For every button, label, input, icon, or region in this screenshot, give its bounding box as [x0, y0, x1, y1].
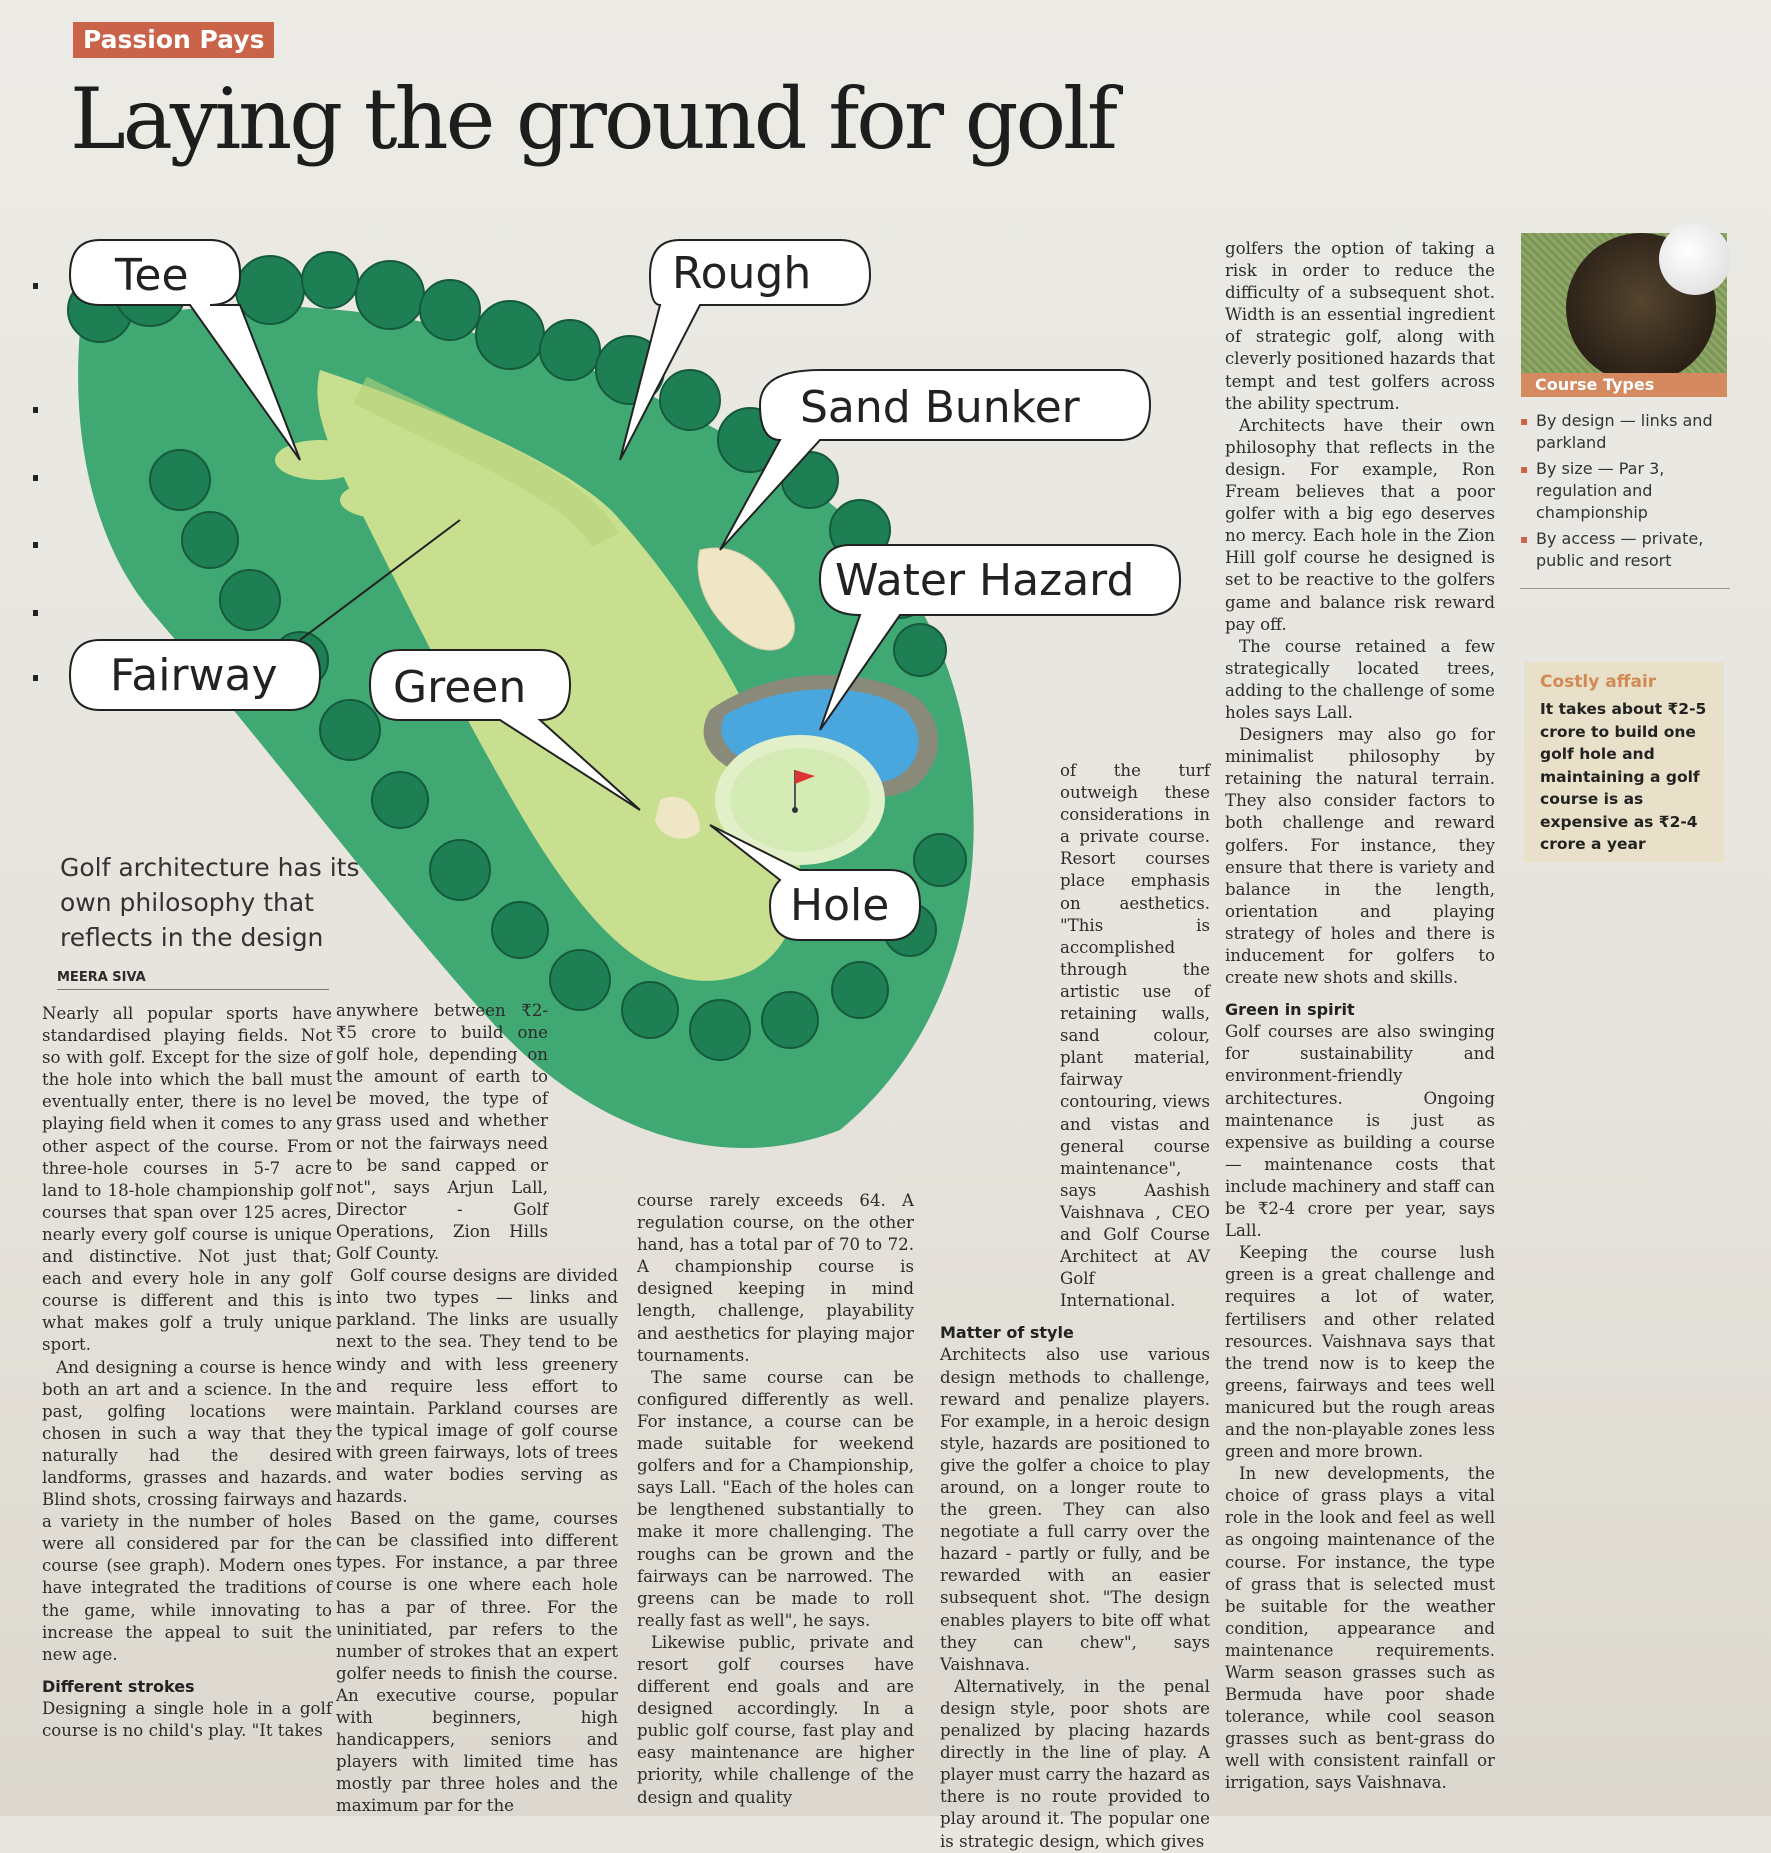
paragraph: Based on the game, courses can be classified into different types. For instance, a par three course is one where each hole has a par of three. For the uninitiated, par refers to the number of strokes that an expert golfer needs to finish the course. An executive course, popular with beginners, high handicappers, seniors and players with limited time has mostly par three holes and the maximum par for the — [336, 1509, 618, 1816]
paragraph: of the turf outweigh these considerations in a private course. Resort courses place emphasis on aesthetics. "This is accomplished through the artistic use of retaining walls, sand colour, plant material, fairway contouring, views and vistas and general course maintenance", says Aashish Vaishnava , CEO and Golf Course Architect at AV Golf International. — [1060, 761, 1210, 1311]
label-water-hazard: Water Hazard — [835, 555, 1135, 606]
paragraph: The same course can be configured differently as well. For instance, a course can be made suitable for weekend golfers and for a Championship, says Lall. "Each of the holes can be lengthened substantially to make it more challenging. The roughs can be grown and the fairways can be narrowed. The greens can be made to roll really fast as well", he says. — [637, 1367, 914, 1630]
paragraph: Likewise public, private and resort golf courses have different end goals and are designed accordingly. In a public golf course, fast play and easy maintenance are higher priority, while challenge of the design and quality — [637, 1632, 914, 1807]
paragraph: golfers the option of taking a risk in order to reduce the difficulty of a subsequent shot. Width is an essential ingredient of strategic golf, along with cleverly positioned hazards that tempt and test golfers across the ability spectrum. — [1225, 239, 1495, 413]
paragraph: Alternatively, in the penal design style, poor shots are penalized by placing hazards directly in the line of play. A player must carry the hazard as there is no route provided to play around it. The popular one is strategic design, which gives — [940, 1676, 1210, 1851]
list-item: ▪ By design — links and parkland — [1520, 410, 1730, 454]
article-column-1 — [42, 1003, 332, 1742]
deck-subheadline: Golf architecture has its own philosophy that reflects in the design — [60, 853, 360, 952]
costly-affair-title: Costly affair — [1540, 672, 1657, 692]
label-sand-bunker: Sand Bunker — [800, 382, 1080, 433]
label-hole: Hole — [790, 880, 890, 931]
paragraph: Keeping the course lush green is a great challenge and requires a lot of water, fertilisers and other related resources. Vaishnava says that the trend now is to keep the greens, fairways and tees well manicured but the rough areas and the non-playable zones less green and more brown. — [1225, 1243, 1495, 1462]
paragraph: In new developments, the choice of grass plays a vital role in the look and feel as well as ongoing maintenance of the course. For instance, the type of grass that is selected must be suitable for the weather condition, appearance and maintenance requirements. Warm season grasses such as Bermuda have poor shade tolerance, while cool season grasses such as bent-grass do well with consistent rainfall or irrigation, says Vaishnava. — [1225, 1464, 1495, 1793]
article-column-3 — [637, 1190, 914, 1809]
paragraph: The course retained a few strategically located trees, adding to the challenge of some holes says Lall. — [1225, 636, 1495, 722]
paragraph: course rarely exceeds 64. A regulation course, on the other hand, has a total par of 70 to 72. A championship course is designed keeping in mind length, challenge, playability and aesthetics for playing major tournaments. — [637, 1191, 914, 1365]
costly-affair-body: It takes about ₹2-5 crore to build one golf hole and maintaining a golf course is as expensive as ₹2-4 crore a year — [1540, 700, 1707, 853]
costly-affair-box — [1524, 662, 1724, 862]
article-column-5 — [1225, 238, 1495, 1795]
paragraph: Architects have their own philosophy that reflects in the design. For example, Ron Fream believes that a poor golfer with a big ego deserves no mercy. Each hole in the Zion Hill golf course he designed is set to be reactive to the golfers game and balance risk reward pay off. — [1225, 415, 1495, 634]
subhead-different-strokes: Different strokes — [42, 1676, 195, 1696]
label-fairway: Fairway — [110, 650, 278, 701]
section-kicker: Passion Pays — [73, 22, 274, 58]
tee-box — [275, 440, 365, 480]
paragraph: Designing a single hole in a golf course is no child's play. "It takes — [42, 1698, 332, 1740]
byline: MEERA SIVA — [57, 970, 329, 990]
label-rough: Rough — [672, 248, 812, 299]
headline: Laying the ground for golf — [70, 70, 1116, 168]
paragraph: Designers may also go for minimalist philosophy by retaining the natural terrain. They also consider factors to both challenge and reward golfers. For instance, they ensure that there is variety and balance in the length, orientation and playing strategy of holes and there is inducement for golfers to create new shots and skills. — [1225, 725, 1495, 988]
label-green: Green — [393, 662, 527, 713]
label-tee: Tee — [115, 250, 189, 301]
paragraph: Golf course designs are divided into two types — links and parkland. The links are usually next to the sea. They tend to be windy and with less greenery and require less effort to maintain. Parkland courses are the typical image of golf course with green fairways, lots of trees and water bodies serving as hazards. — [336, 1266, 618, 1507]
golf-ball-icon — [1659, 223, 1731, 295]
article-column-4 — [940, 760, 1210, 1853]
course-types-list — [1520, 410, 1730, 589]
photo-caption: Course Types — [1521, 373, 1727, 397]
article-column-2 — [336, 1000, 618, 1817]
paragraph: Nearly all popular sports have standardised playing fields. Not so with golf. Except for the size of the hole into which the ball must eventually enter, there is no level playing field when it comes to any other aspect of the course. From three-hole courses in 5-7 acre land to 18-hole championship golf courses that span over 125 acres, nearly every golf course is unique and distinctive. Not just that; each and every hole in any golf course is different and this is what makes golf a truly unique sport. — [42, 1004, 332, 1355]
subhead-matter-of-style: Matter of style — [940, 1323, 1074, 1343]
golf-ball-photo — [1521, 233, 1727, 397]
subhead-green-in-spirit: Green in spirit — [1225, 1000, 1355, 1020]
paragraph: Architects also use various design methods to challenge, reward and penalize players. For example, in a heroic design style, hazards are positioned to give the golfer a choice to play around, on a longer route to the green. They can also negotiate a full carry over the hazard - partly or fully, and be rewarded with an easier subsequent shot. "The design enables players to bite off what they can chew", says Vaishnava. — [940, 1345, 1210, 1674]
list-item: ▪ By size — Par 3, regulation and championship — [1520, 458, 1730, 524]
paragraph: And designing a course is hence both an art and a science. In the past, golfing locations were chosen in such a way that they naturally had the desired landforms, grasses and hazards. Blind shots, crossing fairways and a variety in the number of holes were all considered par for the course (see graph). Modern ones have integrated the traditions of the game, while innovating to increase the appeal to suit the new age. — [42, 1357, 332, 1664]
paragraph: Golf courses are also swinging for sustainability and environment-friendly architectures. Ongoing maintenance is just as expensive as building a course — maintenance costs that include machinery and staff can be ₹2-4 crore per year, says Lall. — [1225, 1022, 1495, 1241]
list-item: ▪ By access — private, public and resort — [1520, 528, 1730, 572]
hole-cup — [792, 807, 798, 813]
paragraph: anywhere between ₹2-₹5 crore to build one golf hole, depending on the amount of earth to be moved, the type of grass used and whether or not the fairways need to be sand capped or not", says Arjun Lall, Director - Golf Operations, Zion Hills Golf County. — [336, 1001, 548, 1264]
